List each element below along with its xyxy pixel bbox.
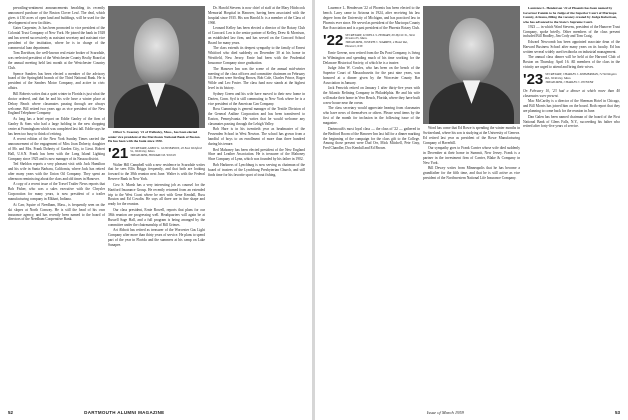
paragraph: At Carr, Squire of Needham, Mass., is frequently seen on the ski slopes at North Conway. He is still the head of his own insurance agency, and has recently been named to the board of directors of the Needham Cooperative Bank. [8,202,105,222]
paragraph: Sydney Green and his wife have moved to their new home in Darien, Conn. Syd is still commuting to New York where he is a vice president of the American Can Company. [208,91,305,106]
photo-caption: Laurence L. Henderson '22 of Phoenix has been named by Governor Fannin to be Judge of the Superior Court of Maricopa County, Arizona, filling the vacancy created by Judge Robertson, who has advanced to the State's Supreme Court. [523,6,618,24]
class-officers [130,147,205,158]
paragraph: Bill Dewey writes from Minneapolis that he has become a grandfather for the fifth time, and that he is still active as vice president of the Northwestern National Life Insurance Company. [423,166,520,181]
left-page [0,0,313,420]
paragraph: Bob Hare is in his twentieth year as headmaster of the Fessenden School in West Newton. The school has grown from a handful of boys to an enrollment of more than three hundred during his tenure. [208,127,305,147]
page-number: 53 [614,410,620,415]
paragraph: The annual class dinner will be held at the Harvard Club of Boston on Thursday, April 16. All members of the class in the vicinity are urged to attend and bring their wives. [523,55,620,70]
paragraph: Leonard Kelley has been elected a director of the Rotary Club of Concord. Len is the senior partner of Kelley, Drew & Morrison, an established law firm, and has served on the Concord School Board for many years. [208,26,305,45]
paragraph: Walter Hill Campbell with a new residence in Scarsdale writes that he sees Ellis Briggs frequently, and that both are looking forward to the 38th reunion next June. Walter is with the Federal Reserve Bank in New York. [108,162,205,182]
column-6 [523,6,620,404]
photo-caption: Oliver S. Sweeney '21 of Wellesley, Mass., has been elected senior vice president of the Merchants National Bank of Boston. He has been with the bank since 1930. [108,130,201,143]
class-number: '23 [523,70,544,88]
paragraph: Edward Newcomb has been appointed associate dean of the Harvard Business School after many years on its faculty. Ed has written several widely used textbooks on industrial management. [523,39,620,54]
paragraph: As long has a brief report on Eddie Ganley of the firm of Ganley & Sons who had a large holding in the new shopping center at Framingham which was completed last fall. Eddie says he has been too busy to think of retiring. [8,116,105,136]
right-page [315,0,628,420]
paragraph: Art Abbott has retired as treasurer of the Worcester Gas Light Company after more than thirty years of service. He plans to spend part of the year in Florida and the summers at his camp on Lake Sunapee. [108,228,205,247]
paragraph: Gates Carpenter, Jr. has been promoted to vice president of the Colonial Trust Company of New York. He joined the bank in 1928 and has served successively as assistant secretary and assistant vice president of the institution, where he is in charge of the commercial loan department. [8,26,105,50]
paragraph: The class extends its deepest sympathy to the family of Ernest Whitford who died suddenly on December 30 at his home in Westfield, New Jersey. Ernie had been with the Prudential Insurance Company since graduation. [208,46,305,66]
paragraph: Bill Roberts writes that a quiet winter in Florida is just what the doctor ordered, and that he and his wife have a winter place at Delray Beach where classmates passing through are always welcome. Bill retired two years ago as vice president of the New England Telephone Company. [8,91,105,116]
paragraph: Dartmouth's most loyal class — the class of '22 — gathered in the Bedford Room of the Hanover Inn last fall for a dinner marking the beginning of the campaign for the class gift to the College. Among those present were Dud Orr, Mick Mitchell, Pete Gray, Fred Chandler, Doc Kendall and Ed Brown. [323,126,420,151]
class-number: '21 [108,144,129,162]
paragraph: Word has come that Ed Rowe is spending the winter months in Switzerland, where his son is studying at the University of Geneva. Ed retired last year as president of the Rowe Manufacturing Company of Haverhill. [423,126,520,145]
class-officers [545,73,620,84]
class-treasurer: TREASURER, JOSEPH C. WARREN, 4 Hazel Rd., Hanover, N.H. [345,40,409,48]
paragraph: Red Mahoney has been elected president of the New England Shoe and Leather Association. He is treasurer of the Mahoney Shoe Company of Lynn, which was founded by his father in 1902. [208,147,305,162]
paragraph: Judge John W. Cowles, who has been on the bench of the Superior Court of Massachusetts for the past nine years, was honored at a dinner given by the Worcester County Bar Association in January. [323,66,420,85]
issue-date: Issue of March 1959 [426,410,464,415]
paragraph: The Hanover Inn was the scene of the annual mid-winter meeting of the class officers and committee chairmen on February 14. Present were Sterling Brown, Bob Cole, Charles Prince, Roger Wilde and Leo Foster. The class fund now stands at the highest level in its history. [208,66,305,91]
class-heading-22 [323,31,420,49]
paragraph: Our class president, Ernie Rowell, reports that plans for our 38th reunion are progressing well. Headquarters will again be at Russell Sage Hall, and a full program is being arranged by the committee under the chairmanship of Bill Grimes. [108,207,205,227]
paragraph: Jack Fenwick retired on January 1 after thirty-five years with the Atlantic Refining Company in Philadelphia. He and his wife will make their home in Vero Beach, Florida, where they have built a new house near the ocean. [323,86,420,105]
class-note-lead: On February 10, '23 had a dinner at which more than 40 classmates were present. [523,88,620,98]
column-2 [108,6,205,404]
class-treasurer: TREASURER, CHARLES C. HUNTER [545,79,594,84]
column-5 [423,6,520,404]
paragraph: Dan Galen has been named chairman of the board of the First National Bank of Glens Falls, N.Y., succeeding his father who retired after forty-five years of service. [523,114,620,129]
class-secretary: SECRETARY, LOWELL S. HOBART, 69 Myrtle St., West Newton 65, Mass. [345,32,415,41]
paragraph: Ted Sheldon reports a very pleasant visit with Jack Hamilton and his wife in Santa Barbara, California, where Jack has retired after many years with the Union Oil Company. They spent an afternoon reminiscing about the class and old times in Hanover. [8,162,105,181]
right-page-footer [427,410,620,416]
paragraph: Ernie Greene, now retired from the Du Pont Company, is living in Wilmington and spending much of his time working for the Delaware Historical Society, of which he is a trustee. [323,50,420,65]
paragraph: A copy of a recent issue of the Travel Trailer News reports that Bob Fisher, who was a sales executive with the Chrysler Corporation for many years, is now president of a trailer manufacturing company in Elkhart, Indiana. [8,182,105,202]
paragraph: Tom Davidson, the well-known real estate broker of Scarsdale, was reelected president of the Westchester County Realty Board at the annual meeting held last month at the Westchester Country Club. [8,51,105,71]
portrait-head [134,18,179,86]
portrait-photo [423,6,520,124]
magazine-title: DARTMOUTH ALUMNI MAGAZINE [84,410,165,415]
column-1 [8,6,105,404]
column-3 [208,6,305,404]
left-page-footer [8,410,164,416]
paragraph: Cow S. Marsh has a very interesting job as counsel for the Hartford Insurance Group. He recently returned from an extended trip to the West Coast where he met with Gene Kendall, Russ Bouton and Ed Cowdin. He says all three are in fine shape and ready for the reunion. [108,182,205,207]
page-number: 52 [8,410,14,415]
paragraph: Ross Cummings is general manager of the Textile Division of the General Aniline Corporation and has been transferred to Easton, Pennsylvania. He writes that he would welcome any classmates passing through the Lehigh Valley. [208,107,305,126]
class-treasurer: TREASURER, HOWARD M. WOOD [130,153,176,158]
class-secretary: SECRETARY, CHARLES J. ZIMMERMAN, 72 Wellington Rd., Wellesley, Mass. [545,71,617,80]
class-number: '22 [323,31,344,49]
class-officers [345,34,420,49]
paragraph: Spence Sanders has been elected a member of the advisory board of the Springfield branch of the Third National Bank. He is president of the Sanders Motor Company, and active in civic affairs. [8,71,105,91]
paragraph: Dr. Harold Stevens is now chief of staff at the Mary Hitchcock Memorial Hospital in Hanover, having been associated with the hospital since 1935. His son Harold Jr. is a member of the Class of 1960. [208,6,305,25]
portrait-photo [108,6,205,128]
class-heading-23 [523,70,620,88]
class-secretary: SECRETARY, ALBIN G. GUNDERSON, 20 East Welsford St., Wellesley, Mass. [130,145,202,154]
paragraph: Bob Harkness of Lynchburg is now serving as chairman of the board of trustees of the Lynchburg Presbyterian Church, and still finds time for his favorite sport of trout fishing. [208,162,305,177]
column-4 [323,6,420,404]
portrait-head [449,18,494,84]
paragraph: A recent edition of the New York Sunday Times carried the announcement of the engagement of Miss Joan Doherty, daughter of Mr. and Mrs. Frank Doherty of Garden City, to Lieut. Robert Hall, U.S.N. Frank has been with the Long Island Lighting Company since 1925 and is now manager of its Nassau district. [8,137,105,161]
class-heading-21 [108,144,205,162]
paragraph: Mac McCarthy is a director of the Sherman Hotel in Chicago, and Bill Morris has joined him on the board. Both report that they are planning to come back for the reunion in June. [523,99,620,114]
paragraph: Laurence L. Henderson '22 of Phoenix has been elected to the bench. Larry came to Arizona in 1924, after receiving his law degree from the University of Michigan, and has practiced law in Phoenix ever since. He served as president of the Maricopa County Bar Association and is a past president of the Phoenix Rotary Club. [323,6,420,30]
paragraph: 1923 — in which Ward Stevens, president of the Hanover Trust Company, spoke briefly. Other members of the class present included Bill Bradley, Jim Cody and Tom Craig. [523,24,620,39]
paragraph: prevailing-sentiment announcements heralding its recently announced purchase of the Boston Clover Leaf. The deal, which gives it 130 acres of open land and buildings, will be used for the development of new facilities. [8,6,105,25]
paragraph: The class secretary would appreciate hearing from classmates who have news of themselves or others. Please send items by the first of the month for inclusion in the following issue of the magazine. [323,106,420,126]
paragraph: Our sympathy goes to Frank Carrier whose wife died suddenly in December at their home in Summit, New Jersey. Frank is a partner in the investment firm of Carrier, Blake & Company in New York. [423,146,520,165]
